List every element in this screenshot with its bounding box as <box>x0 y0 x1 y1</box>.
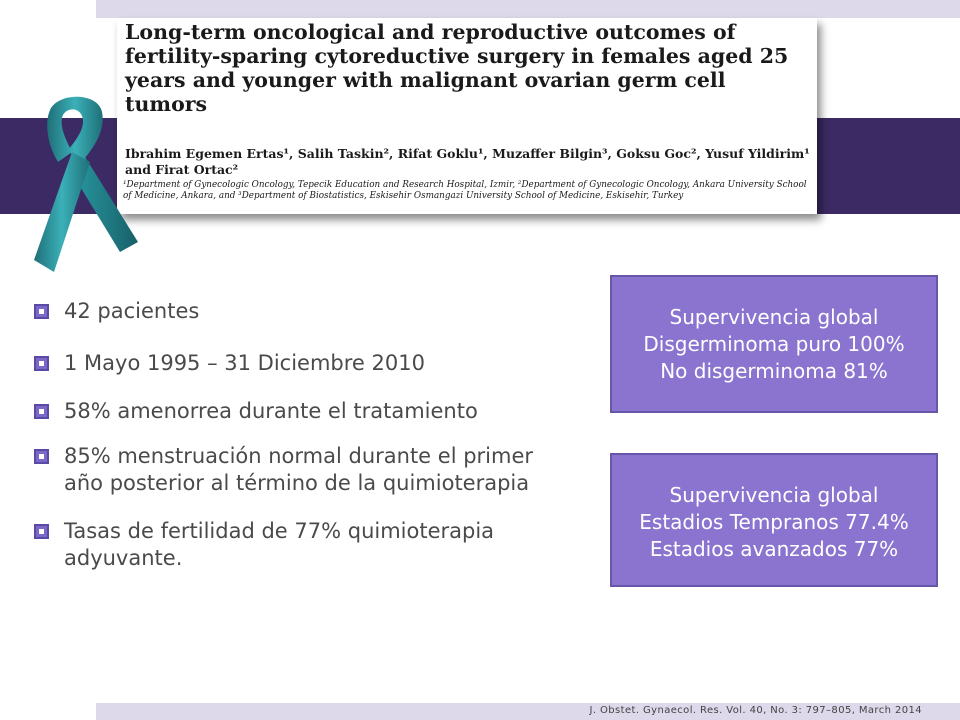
bullet-text: 42 pacientes <box>64 299 200 323</box>
awareness-ribbon-icon <box>20 92 150 292</box>
list-item <box>34 443 574 497</box>
citation: J. Obstet. Gynaecol. Res. Vol. 40, No. 3: 797–805, March 2014 <box>589 705 922 716</box>
box-heading: Supervivencia global <box>669 483 879 507</box>
paper-affiliations: ¹Department of Gynecologic Oncology, Tepecik Education and Research Hospital, Izmir, ²Department of Gynecologic Oncology, Ankara University School of Medicine, Ankara, and ³Department of Biostatistics, Eskisehir Osmangazi University School of Medicine, Eskisehir, Turkey <box>123 180 807 201</box>
box-line: Estadios Tempranos 77.4% <box>639 510 909 534</box>
box-line: No disgerminoma 81% <box>660 359 888 383</box>
square-bullet-icon <box>34 356 49 371</box>
bullet-text: Tasas de fertilidad de 77% quimioterapia adyuvante. <box>64 519 495 570</box>
bullet-text: 85% menstruación normal durante el primer año posterior al término de la quimioterapia <box>64 444 534 495</box>
box-line: Estadios avanzados 77% <box>649 537 899 561</box>
box-heading: Supervivencia global <box>669 305 879 329</box>
list-item <box>34 398 574 425</box>
list-item <box>34 350 574 377</box>
bullet-list <box>34 298 574 572</box>
square-bullet-icon <box>34 304 49 319</box>
bullet-text: 58% amenorrea durante el tratamiento <box>64 399 478 423</box>
bullet-text: 1 Mayo 1995 – 31 Diciembre 2010 <box>64 351 425 375</box>
paper-authors: Ibrahim Egemen Ertas¹, Salih Taskin², Rifat Goklu¹, Muzaffer Bilgin³, Goksu Goc², Yusuf Yildirim¹ and Firat Ortac² <box>125 146 810 177</box>
survival-histology-box <box>610 275 938 413</box>
square-bullet-icon <box>34 524 49 539</box>
list-item <box>34 298 574 325</box>
box-line: Disgerminoma puro 100% <box>643 332 905 356</box>
paper-header-image <box>117 18 817 214</box>
list-item <box>34 518 574 572</box>
paper-title: Long-term oncological and reproductive outcomes of fertility-sparing cytoreductive surgery in females aged 25 years and younger with malignant ovarian germ cell tumors <box>125 20 789 116</box>
top-accent-bar <box>96 0 960 18</box>
square-bullet-icon <box>34 404 49 419</box>
survival-stage-box <box>610 453 938 587</box>
square-bullet-icon <box>34 449 49 464</box>
